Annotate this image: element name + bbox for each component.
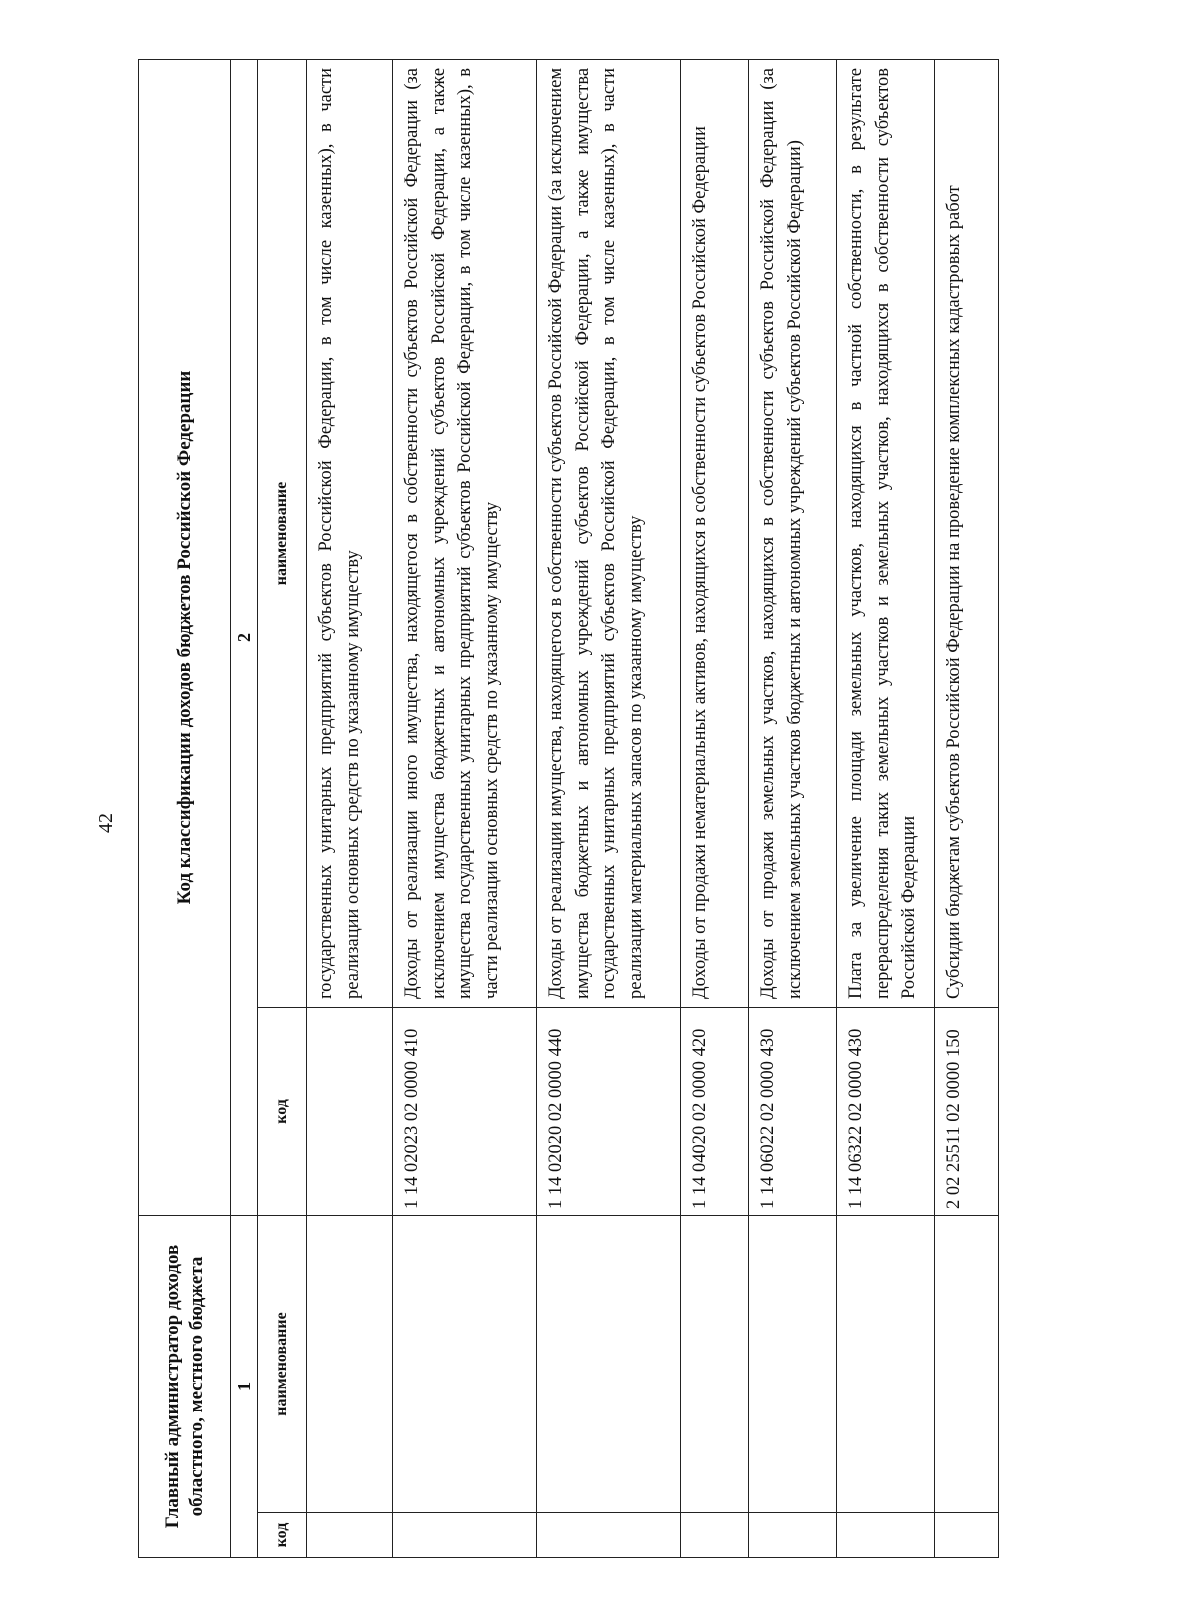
page-number: 42 [95,813,117,833]
kbk-name-cell: Доходы от продажи нематериальных активов, находящихся в собственности субъектов Российской Федерации [681,59,749,1007]
table-row [935,59,999,1557]
admin-name-cell [837,1215,935,1512]
admin-code-cell [935,1513,999,1558]
table-row [837,59,935,1557]
kbk-name-cell: Доходы от продажи земельных участков, находящихся в собственности субъектов Российской Федерации (за исключением земельных участков бюджетных и автономных учреждений субъектов Российской Федерации) [749,59,837,1007]
header-admin-code: код [258,1513,307,1558]
table-row [749,59,837,1557]
kbk-name-cell: государственных унитарных предприятий субъектов Российской Федерации, в том числе казенных), в части реализации основных средств по указанному имуществу [307,59,393,1007]
kbk-name-cell: Субсидии бюджетам субъектов Российской Федерации на проведение комплексных кадастровых работ [935,59,999,1007]
admin-code-cell [837,1513,935,1558]
header-column-number-1: 1 [231,1215,258,1557]
header-name: наименование [258,59,307,1007]
admin-name-cell [935,1215,999,1512]
kbk-code-cell: 1 14 02023 02 0000 410 [393,1007,537,1215]
admin-name-cell [307,1215,393,1512]
admin-code-cell [537,1513,681,1558]
table-row [307,59,393,1557]
revenue-classification-table [138,59,999,1558]
header-admin-name: наименование [258,1215,307,1512]
kbk-code-cell: 1 14 06022 02 0000 430 [749,1007,837,1215]
kbk-code-cell: 1 14 04020 02 0000 420 [681,1007,749,1215]
kbk-code-cell: 2 02 25511 02 0000 150 [935,1007,999,1215]
kbk-name-cell: Плата за увеличение площади земельных участков, находящихся в частной собственности, в результате перераспределения таких земельных участков и земельных участков, находящихся в собственности субъектов Российской Федерации [837,59,935,1007]
admin-code-cell [393,1513,537,1558]
header-administrator: Главный администратор доходов областного, местного бюджета [139,1215,231,1557]
admin-code-cell [681,1513,749,1558]
admin-name-cell [681,1215,749,1512]
header-kbk: Код классификации доходов бюджетов Российской Федерации [139,59,231,1215]
admin-name-cell [393,1215,537,1512]
kbk-name-cell: Доходы от реализации имущества, находящегося в собственности субъектов Российской Федерации (за исключением имущества бюджетных и автономных учреждений субъектов Российской Федерации, а также имущества государственных унитарных предприятий субъектов Российской Федерации, в том числе казенных), в части реализации материальных запасов по указанному имуществу [537,59,681,1007]
header-code: код [258,1007,307,1215]
table-row [681,59,749,1557]
admin-code-cell [749,1513,837,1558]
kbk-code-cell: 1 14 06322 02 0000 430 [837,1007,935,1215]
admin-code-cell [307,1513,393,1558]
document-page [138,60,1018,1558]
table-row [537,59,681,1557]
kbk-code-cell [307,1007,393,1215]
admin-name-cell [749,1215,837,1512]
kbk-name-cell: Доходы от реализации иного имущества, находящегося в собственности субъектов Российской Федерации (за исключением имущества бюджетных и автономных учреждений субъектов Российской Федерации, а также имущества государственных унитарных предприятий субъектов Российской Федерации, в том числе казенных), в части реализации основных средств по указанному имуществу [393,59,537,1007]
admin-name-cell [537,1215,681,1512]
kbk-code-cell: 1 14 02020 02 0000 440 [537,1007,681,1215]
header-column-number-2: 2 [231,59,258,1215]
table-row [393,59,537,1557]
